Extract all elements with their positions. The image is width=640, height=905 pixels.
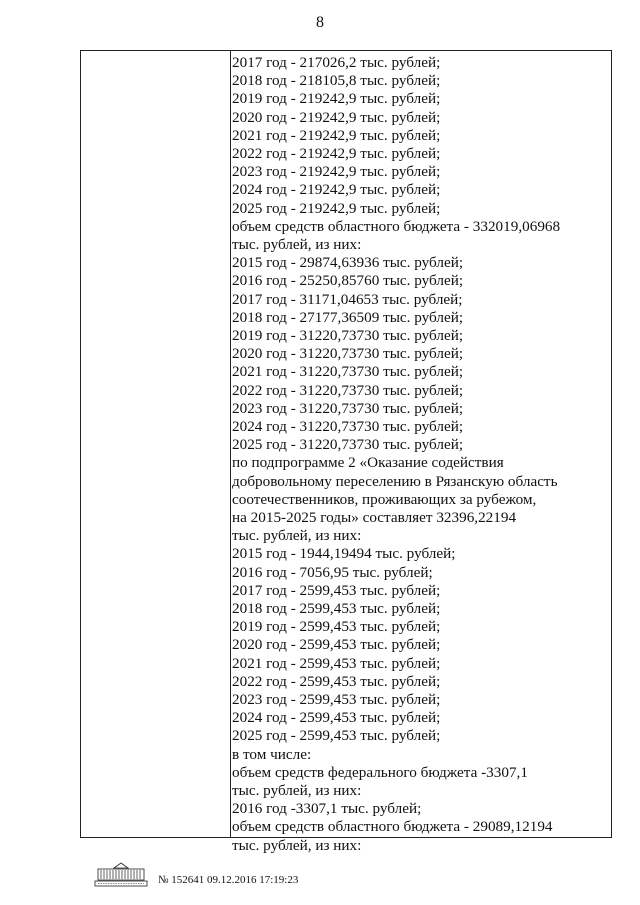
text-line: 2022 год - 219242,9 тыс. рублей; xyxy=(232,145,441,162)
text-line: 2022 год - 31220,73730 тыс. рублей; xyxy=(232,381,464,399)
text-line: 2024 год - 31220,73730 тыс. рублей; xyxy=(232,418,464,435)
government-building-seal-icon xyxy=(92,862,150,888)
text-line: 2021 год - 2599,453 тыс. рублей; xyxy=(232,654,441,672)
text-line: в том числе: xyxy=(232,745,312,763)
text-line: 2017 год - 31171,04653 тыс. рублей; xyxy=(232,290,463,308)
column-divider xyxy=(230,51,231,837)
text-line: 2017 год - 2599,453 тыс. рублей; xyxy=(232,581,441,599)
text-line: добровольному переселению в Рязанскую область xyxy=(232,472,558,490)
text-line: 2017 год - 217026,2 тыс. рублей; xyxy=(232,54,441,71)
text-line: объем средств областного бюджета - 332019,06968 xyxy=(232,217,561,235)
text-line: 2021 год - 31220,73730 тыс. рублей; xyxy=(232,363,464,381)
text-line: тыс. рублей, из них: xyxy=(232,527,362,545)
text-line: 2025 год - 31220,73730 тыс. рублей; xyxy=(232,436,464,454)
document-footer xyxy=(92,862,492,888)
text-line: 2015 год - 29874,63936 тыс. рублей; xyxy=(232,254,464,272)
text-line: 2022 год - 2599,453 тыс. рублей; xyxy=(232,672,441,690)
text-line: 2024 год - 219242,9 тыс. рублей; xyxy=(232,181,441,199)
budget-text-cell xyxy=(232,51,611,854)
text-line: 2018 год - 27177,36509 тыс. рублей; xyxy=(232,308,464,326)
registration-stamp: № 152641 09.12.2016 17:19:23 xyxy=(158,874,299,886)
text-line: 2015 год - 1944,19494 тыс. рублей; xyxy=(232,545,456,563)
text-line: 2023 год - 219242,9 тыс. рублей; xyxy=(232,163,441,181)
text-line: по подпрограмме 2 «Оказание содействия xyxy=(232,454,504,472)
text-line: 2019 год - 2599,453 тыс. рублей; xyxy=(232,618,441,636)
text-line: 2020 год - 219242,9 тыс. рублей; xyxy=(232,108,441,126)
text-line: 2019 год - 219242,9 тыс. рублей; xyxy=(232,90,441,108)
text-line: 2016 год -3307,1 тыс. рублей; xyxy=(232,800,422,818)
text-line: объем средств областного бюджета - 29089,12194 xyxy=(232,818,553,836)
text-line: 2018 год - 2599,453 тыс. рублей; xyxy=(232,600,441,617)
text-line: 2020 год - 2599,453 тыс. рублей; xyxy=(232,636,441,654)
text-line: 2025 год - 2599,453 тыс. рублей; xyxy=(232,727,441,745)
budget-table xyxy=(80,50,612,854)
text-line: 2024 год - 2599,453 тыс. рублей; xyxy=(232,709,441,727)
text-line: 2016 год - 7056,95 тыс. рублей; xyxy=(232,563,433,581)
text-line: 2016 год - 25250,85760 тыс. рублей; xyxy=(232,272,464,290)
text-line: 2023 год - 2599,453 тыс. рублей; xyxy=(232,691,441,708)
text-line: тыс. рублей, из них: xyxy=(232,236,362,253)
text-line: 2020 год - 31220,73730 тыс. рублей; xyxy=(232,345,464,363)
page-number: 8 xyxy=(316,14,324,31)
text-line: 2019 год - 31220,73730 тыс. рублей; xyxy=(232,327,464,344)
text-line: 2025 год - 219242,9 тыс. рублей; xyxy=(232,199,441,217)
text-line: 2021 год - 219242,9 тыс. рублей; xyxy=(232,126,441,144)
text-line: тыс. рублей, из них: xyxy=(232,836,362,854)
text-line: 2023 год - 31220,73730 тыс. рублей; xyxy=(232,399,464,417)
text-line: 2018 год - 218105,8 тыс. рублей; xyxy=(232,72,441,90)
text-line: объем средств федерального бюджета -3307,1 xyxy=(232,763,528,781)
text-line: соотечественников, проживающих за рубежом, xyxy=(232,490,537,508)
text-line: тыс. рублей, из них: xyxy=(232,782,362,799)
text-line: на 2015-2025 годы» составляет 32396,22194 xyxy=(232,509,517,526)
